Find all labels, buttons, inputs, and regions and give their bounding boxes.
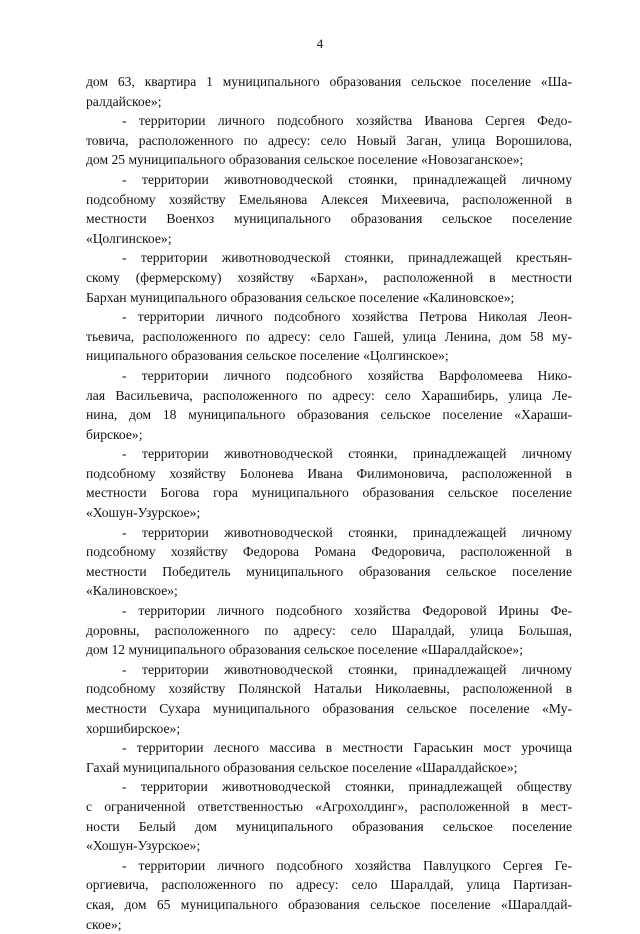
text-line: Гахай муниципального образования сельское поселение «Шаралдайское»; [86,759,518,775]
paragraph [86,111,572,170]
paragraph [86,777,572,855]
text-line: Бархан муниципального образования сельское поселение «Калиновское»; [86,289,515,305]
text-line: с ограниченной ответственностью «Агрохолдинг», расположенной в мест- [86,798,572,814]
text-line: ниципального образования сельское поселение «Цолгинское»; [86,348,449,364]
paragraph [86,307,572,366]
text-line: - территории животноводческой стоянки, принадлежащей личному [122,171,572,187]
paragraph [86,444,572,522]
document-body [86,72,572,934]
text-line: «Хошун-Узурское»; [86,838,201,854]
text-line: хоршибирское»; [86,720,181,736]
text-line: товича, расположенного по адресу: село Новый Заган, улица Ворошилова, [86,132,572,148]
text-line: подсобному хозяйству Полянской Натальи Николаевны, расположенной в [86,681,572,697]
text-line: дом 63, квартира 1 муниципального образования сельское поселение «Ша- [86,74,572,89]
text-line: - территории личного подсобного хозяйства Павлуцкого Сергея Ге- [122,857,572,873]
paragraph [86,738,572,777]
text-line: - территории личного подсобного хозяйства Варфоломеева Нико- [122,367,572,383]
paragraph [86,366,572,444]
text-line: «Калиновское»; [86,583,178,599]
text-line: местности Военхоз муниципального образования сельское поселение [86,211,572,227]
text-line: подсобному хозяйству Федорова Романа Федоровича, расположенной в [86,544,572,560]
text-line: скому (фермерскому) хозяйству «Бархан», расположенной в местности [86,269,572,285]
text-line: дом 12 муниципального образования сельское поселение «Шаралдайское»; [86,642,523,658]
text-line: - территории животноводческой стоянки, принадлежащей крестьян- [122,250,572,266]
text-line: - территории животноводческой стоянки, принадлежащей личному [122,524,572,540]
text-line: ская, дом 65 муниципального образования сельское поселение «Шаралдай- [86,896,572,912]
text-line: нина, дом 18 муниципального образования сельское поселение «Хараши- [86,407,572,423]
text-line: подсобному хозяйству Емельянова Алексея Михеевича, расположенной в [86,191,572,207]
text-line: бирское»; [86,426,143,442]
text-line: ралдайское»; [86,93,162,109]
text-line: - территории животноводческой стоянки, принадлежащей личному [122,661,572,677]
text-line: тьевича, расположенного по адресу: село Гашей, улица Ленина, дом 58 му- [86,328,572,344]
paragraph [86,660,572,738]
text-line: лая Васильевича, расположенного по адресу: село Харашибирь, улица Ле- [86,387,572,403]
text-line: - территории личного подсобного хозяйства Петрова Николая Леон- [122,309,572,325]
text-line: - территории животноводческой стоянки, принадлежащей обществу [122,779,572,795]
text-line: - территории животноводческой стоянки, принадлежащей личному [122,446,572,462]
paragraph [86,856,572,934]
text-line: - территории лесного массива в местности Гараськин мост урочища [122,740,572,756]
paragraph [86,601,572,660]
page-number: 4 [316,36,324,51]
text-line: ности Белый дом муниципального образования сельское поселение [86,818,572,834]
paragraph [86,248,572,307]
text-line: оргиевича, расположенного по адресу: село Шаралдай, улица Партизан- [86,877,572,893]
paragraph [86,72,572,111]
text-line: доровны, расположенного по адресу: село Шаралдай, улица Большая, [86,622,572,638]
text-line: местности Победитель муниципального образования сельское поселение [86,563,572,579]
text-line: «Хошун-Узурское»; [86,505,201,521]
text-line: «Цолгинское»; [86,230,172,246]
text-line: подсобному хозяйству Болонева Ивана Филимоновича, расположенной в [86,465,572,481]
paragraph [86,170,572,248]
text-line: - территории личного подсобного хозяйства Иванова Сергея Федо- [122,113,572,129]
text-line: дом 25 муниципального образования сельское поселение «Новозаганское»; [86,152,524,168]
text-line: ское»; [86,916,122,932]
paragraph [86,523,572,601]
text-line: - территории личного подсобного хозяйства Федоровой Ирины Фе- [122,603,572,619]
text-line: местности Сухара муниципального образования сельское поселение «Му- [86,701,572,716]
text-line: местности Богова гора муниципального образования сельское поселение [86,485,572,501]
